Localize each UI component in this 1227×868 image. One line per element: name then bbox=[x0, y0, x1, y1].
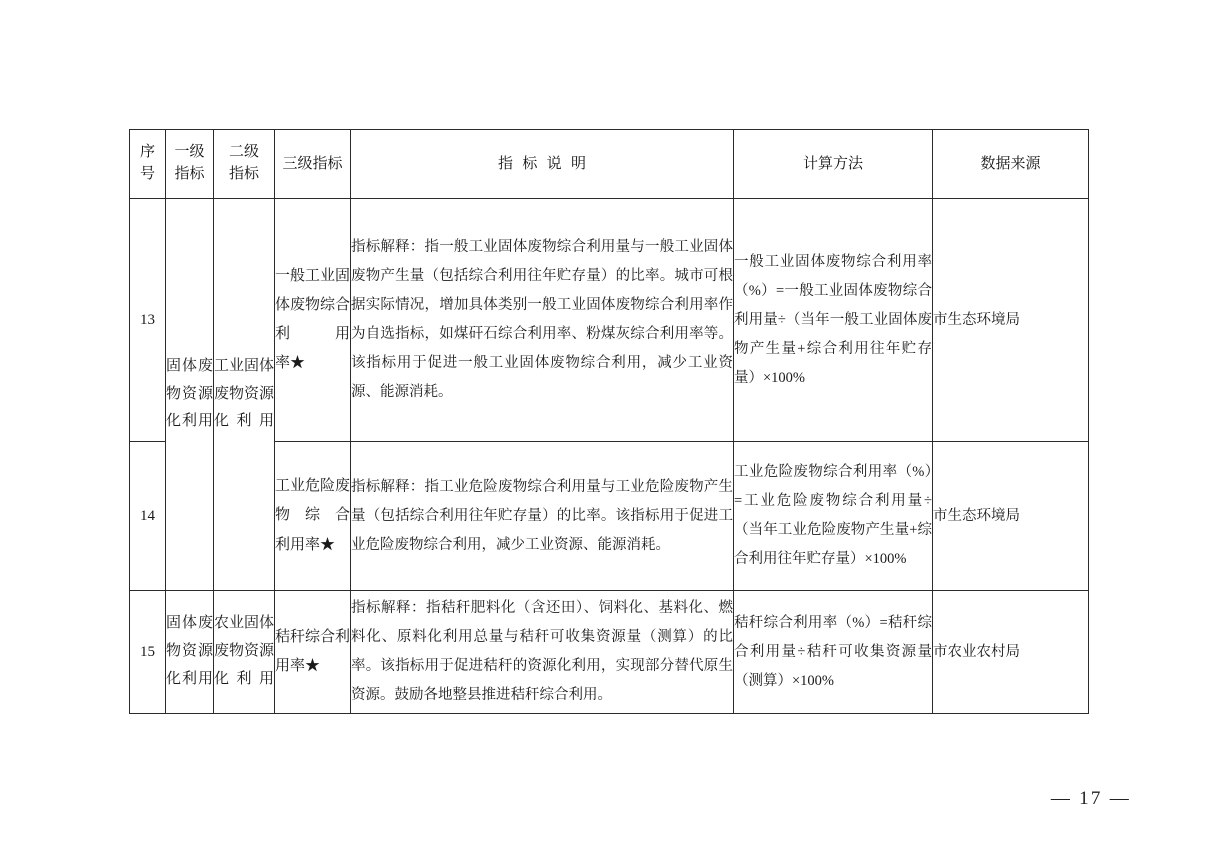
header-level2-line1: 二级 bbox=[228, 144, 259, 161]
row-level1: 固体废物资源化利用 bbox=[166, 591, 214, 714]
row-calculation: 工业危险废物综合利用率（%）=工业危险废物综合利用量÷（当年工业危险废物产生量+综合利用往年贮存量）×100% bbox=[734, 442, 933, 591]
header-cell-calculation bbox=[734, 130, 933, 199]
row-calculation: 一般工业固体废物综合利用率（%）=一般工业固体废物综合利用量÷（当年一般工业固体废物产生量+综合利用往年贮存量）×100% bbox=[734, 199, 933, 442]
header-cell-level3 bbox=[275, 130, 351, 199]
row-description: 指标解释：指一般工业固体废物综合利用量与一般工业固体废物产生量（包括综合利用往年贮存量）的比率。城市可根据实际情况，增加具体类别一般工业固体废物综合利用率作为自选指标，如煤矸石综合利用率、粉煤灰综合利用率等。该指标用于促进一般工业固体废物综合利用，减少工业资源、能源消耗。 bbox=[351, 199, 734, 442]
row-datasource: 市生态环境局 bbox=[933, 442, 1089, 591]
header-seq-line2: 号 bbox=[139, 166, 155, 182]
row-level3-main: 秸秆综合利 bbox=[275, 628, 351, 645]
row-seq: 13 bbox=[130, 199, 166, 442]
table-header-row bbox=[130, 130, 1089, 199]
indicator-table-wrapper bbox=[129, 129, 1088, 714]
row-level3 bbox=[275, 591, 351, 714]
header-cell-seq bbox=[130, 130, 166, 199]
header-seq-line1: 序 bbox=[139, 144, 155, 161]
header-datasource-label: 数据来源 bbox=[980, 155, 1041, 172]
row-calculation: 秸秆综合利用率（%）=秸秆综合利用量÷秸秆可收集资源量（测算）×100% bbox=[734, 591, 933, 714]
header-calculation-label: 计算方法 bbox=[802, 155, 863, 172]
row-level2: 工业固体废物资源化利用 bbox=[214, 199, 275, 591]
header-level1-line2: 指标 bbox=[174, 166, 205, 182]
table-row bbox=[130, 199, 1089, 442]
row-description: 指标解释：指秸秆肥料化（含还田）、饲料化、基料化、燃料化、原料化利用总量与秸秆可收集资源量（测算）的比率。该指标用于促进秸秆的资源化利用，实现部分替代原生资源。鼓励各地整县推进秸秆综合利用。 bbox=[351, 591, 734, 714]
row-level3-star: 率★ bbox=[275, 355, 306, 372]
row-datasource: 市生态环境局 bbox=[933, 199, 1089, 442]
header-level2-line2: 指标 bbox=[228, 166, 259, 182]
table-header bbox=[130, 130, 1089, 199]
table-row bbox=[130, 591, 1089, 714]
header-level3-label: 三级指标 bbox=[282, 155, 343, 172]
row-seq: 14 bbox=[130, 442, 166, 591]
header-cell-description bbox=[351, 130, 734, 199]
row-level1: 固体废物资源化利用 bbox=[166, 199, 214, 591]
row-level3 bbox=[275, 442, 351, 591]
indicator-table bbox=[129, 129, 1089, 714]
row-level3 bbox=[275, 199, 351, 442]
page-number: — 17 — bbox=[1050, 788, 1131, 809]
header-cell-datasource bbox=[933, 130, 1089, 199]
header-level1-line1: 一级 bbox=[174, 144, 205, 161]
row-datasource: 市农业农村局 bbox=[933, 591, 1089, 714]
row-level3-main: 工业危险废物综合 bbox=[275, 478, 351, 524]
row-description: 指标解释：指工业危险废物综合利用量与工业危险废物产生量（包括综合利用往年贮存量）的比率。该指标用于促进工业危险废物综合利用，减少工业资源、能源消耗。 bbox=[351, 442, 734, 591]
row-level3-star: 用率★ bbox=[275, 658, 321, 674]
row-level3-star: 利用率★ bbox=[275, 536, 336, 553]
row-level2: 农业固体废物资源化利用 bbox=[214, 591, 275, 714]
row-level3-main: 一般工业固体废物综合利用 bbox=[275, 267, 351, 342]
table-body bbox=[130, 199, 1089, 714]
row-seq: 15 bbox=[130, 591, 166, 714]
header-description-label: 指标说明 bbox=[498, 155, 596, 172]
header-cell-level1 bbox=[166, 130, 214, 199]
header-cell-level2 bbox=[214, 130, 275, 199]
